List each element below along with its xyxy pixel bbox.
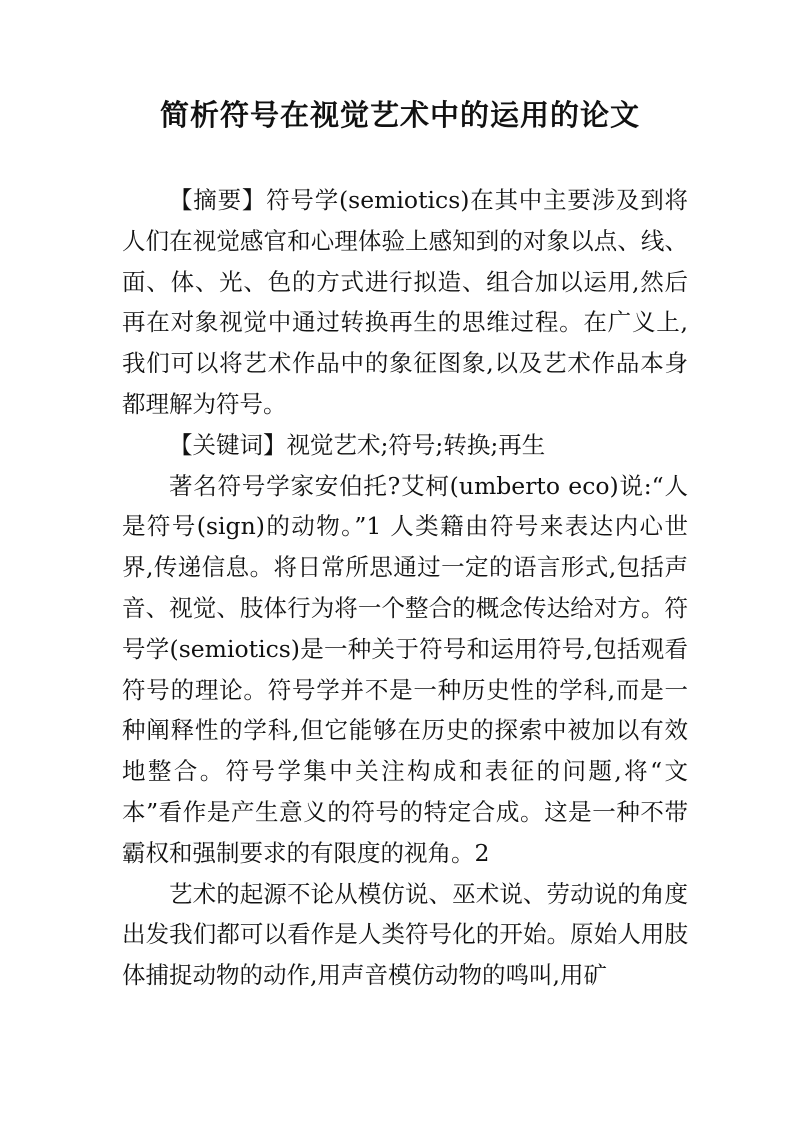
document-body — [122, 180, 688, 996]
body-paragraph: 著名符号学家安伯托?艾柯(umberto eco)说:“人是符号(sign)的动物。”1 人类籍由符号来表达内心世界,传递信息。将日常所思通过一定的语言形式,包括声音、视觉、肢体行为将一个整合的概念传达给对方。符号学(semiotics)是一种关于符号和运用符号,包括观看符号的理论。符号学并不是一种历史性的学科,而是一种阐释性的学科,但它能够在历史的探索中被加以有效地整合。符号学集中关注构成和表征的问题,将“文本”看作是产生意义的符号的特定合成。这是一种不带霸权和强制要求的有限度的视角。2 — [122, 471, 688, 867]
abstract-paragraph: 【摘要】符号学(semiotics)在其中主要涉及到将人们在视觉感官和心理体验上感知到的对象以点、线、面、体、光、色的方式进行拟造、组合加以运用,然后再在对象视觉中通过转换再生的思维过程。在广义上,我们可以将艺术作品中的象征图象,以及艺术作品本身都理解为符号。 — [122, 186, 688, 418]
document-title: 简析符号在视觉艺术中的运用的论文 — [159, 98, 640, 132]
keywords-paragraph: 【关键词】视觉艺术;符号;转换;再生 — [169, 430, 546, 459]
body-paragraph: 艺术的起源不论从模仿说、巫术说、劳动说的角度出发我们都可以看作是人类符号化的开始。原始人用肢体捕捉动物的动作,用声音模仿动物的鸣叫,用矿 — [122, 879, 688, 990]
